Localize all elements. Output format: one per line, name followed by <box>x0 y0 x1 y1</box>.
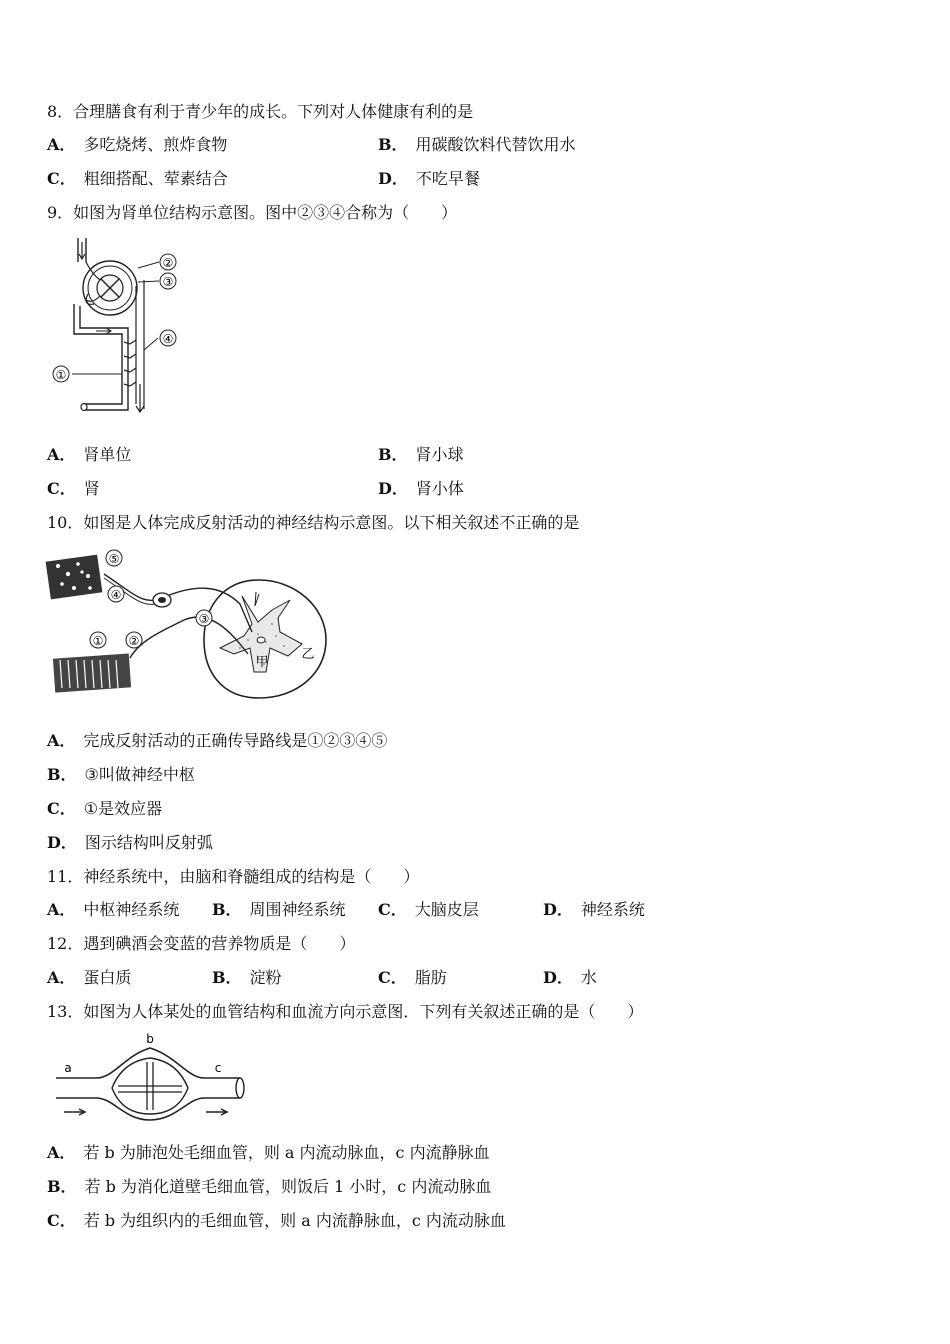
q13-option-b[interactable] <box>47 1177 491 1197</box>
q11-option-b[interactable] <box>212 900 346 920</box>
q10-option-a[interactable] <box>47 731 387 751</box>
option-key: D． <box>378 479 408 498</box>
q9-option-b[interactable] <box>378 445 464 465</box>
q11-option-d[interactable] <box>543 900 645 920</box>
option-key: B． <box>378 445 408 464</box>
option-key: D． <box>543 900 573 919</box>
q13-option-a[interactable] <box>47 1143 490 1163</box>
label-3: ③ <box>198 612 210 626</box>
option-text: 周围神经系统 <box>249 900 346 919</box>
q8-option-d[interactable] <box>378 169 480 189</box>
option-key: D． <box>378 169 408 188</box>
q11-stem: 11．神经系统中，由脑和脊髓组成的结构是（ ） <box>47 867 420 886</box>
option-text: 若 b 为消化道壁毛细血管，则饭后 1 小时，c 内流动脉血 <box>84 1177 492 1196</box>
option-text: 蛋白质 <box>83 968 132 987</box>
option-key: D． <box>543 968 573 987</box>
q12-option-c[interactable] <box>378 968 447 988</box>
q9-option-c[interactable] <box>47 479 100 499</box>
option-key: B． <box>212 968 242 987</box>
q10-option-c[interactable] <box>47 799 162 819</box>
option-text: ①是效应器 <box>83 799 163 818</box>
q9-option-a[interactable] <box>47 445 131 465</box>
q13-stem: 13．如图为人体某处的血管结构和血流方向示意图．下列有关叙述正确的是（ ） <box>47 1002 644 1021</box>
option-text: 脂肪 <box>414 968 447 987</box>
option-text: 淀粉 <box>249 968 282 987</box>
option-text: 多吃烧烤、煎炸食物 <box>83 135 228 154</box>
option-text: 神经系统 <box>580 900 645 919</box>
option-text: 肾小球 <box>415 445 464 464</box>
q10-option-d[interactable] <box>47 833 213 853</box>
option-text: 图示结构叫反射弧 <box>84 833 213 852</box>
option-text: ③叫做神经中枢 <box>84 765 195 784</box>
option-key: D． <box>47 833 77 852</box>
label-c: c <box>214 1061 222 1075</box>
label-a: a <box>64 1061 72 1075</box>
option-text: 肾 <box>83 479 100 498</box>
option-key: B． <box>212 900 242 919</box>
option-key: A． <box>47 1143 76 1162</box>
q12-stem: 12．遇到碘酒会变蓝的营养物质是（ ） <box>47 934 356 953</box>
q13-option-c[interactable] <box>47 1211 506 1231</box>
option-text: 不吃早餐 <box>415 169 480 188</box>
option-key: C． <box>378 900 407 919</box>
q8-stem: 8．合理膳食有利于青少年的成长。下列对人体健康有利的是 <box>47 102 474 121</box>
label-jia: 甲 <box>255 655 269 670</box>
option-key: B． <box>47 1177 77 1196</box>
option-key: B． <box>378 135 408 154</box>
option-text: 若 b 为组织内的毛细血管，则 a 内流静脉血，c 内流动脉血 <box>83 1211 506 1230</box>
q9-option-d[interactable] <box>378 479 464 499</box>
option-key: B． <box>47 765 77 784</box>
option-key: C． <box>47 1211 76 1230</box>
q12-option-a[interactable] <box>47 968 131 988</box>
option-text: 中枢神经系统 <box>83 900 180 919</box>
option-key: C． <box>47 479 76 498</box>
option-key: A． <box>47 135 76 154</box>
option-key: C． <box>378 968 407 987</box>
q8-option-b[interactable] <box>378 135 576 155</box>
q8-option-a[interactable] <box>47 135 227 155</box>
q11-option-a[interactable] <box>47 900 179 920</box>
option-text: 水 <box>580 968 597 987</box>
q9-stem: 9．如图为肾单位结构示意图。图中②③④合称为（ ） <box>47 203 458 222</box>
q10-stem: 10．如图是人体完成反射活动的神经结构示意图。以下相关叙述不正确的是 <box>47 513 580 532</box>
option-text: 粗细搭配、荤素结合 <box>83 169 228 188</box>
label-4: ④ <box>110 588 122 602</box>
option-text: 肾单位 <box>83 445 132 464</box>
option-text: 若 b 为肺泡处毛细血管，则 a 内流动脉血，c 内流静脉血 <box>83 1143 490 1162</box>
nephron-figure <box>44 234 194 419</box>
label-5: ⑤ <box>108 552 120 566</box>
reflex-arc-figure <box>44 544 334 704</box>
blood-vessel-figure <box>54 1034 250 1124</box>
label-1: ① <box>55 368 67 382</box>
option-text: 大脑皮层 <box>414 900 479 919</box>
label-1: ① <box>92 634 104 648</box>
option-text: 完成反射活动的正确传导路线是①②③④⑤ <box>83 731 388 750</box>
option-key: C． <box>47 169 76 188</box>
label-yi: 乙 <box>301 647 315 662</box>
option-key: A． <box>47 731 76 750</box>
option-key: C． <box>47 799 76 818</box>
q10-option-b[interactable] <box>47 765 195 785</box>
label-3: ③ <box>162 275 174 289</box>
q8-option-c[interactable] <box>47 169 228 189</box>
option-key: A． <box>47 968 76 987</box>
label-2: ② <box>128 634 140 648</box>
q12-option-d[interactable] <box>543 968 597 988</box>
label-b: b <box>146 1032 154 1046</box>
q11-option-c[interactable] <box>378 900 479 920</box>
option-key: A． <box>47 900 76 919</box>
option-text: 肾小体 <box>415 479 464 498</box>
label-2: ② <box>162 256 174 270</box>
option-key: A． <box>47 445 76 464</box>
q12-option-b[interactable] <box>212 968 282 988</box>
option-text: 用碳酸饮料代替饮用水 <box>415 135 576 154</box>
label-4: ④ <box>162 332 174 346</box>
